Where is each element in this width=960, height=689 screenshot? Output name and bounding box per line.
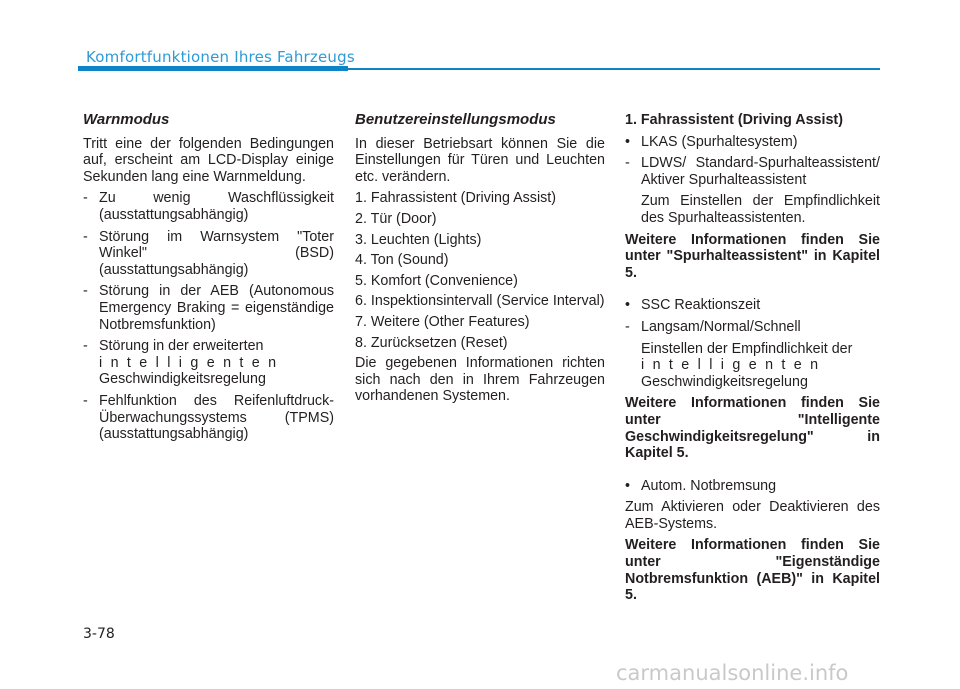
list-item (83, 283, 334, 333)
menu-list-item: 4. Ton (Sound) (355, 252, 449, 269)
column-user-settings (355, 112, 605, 410)
header-accent-bar (78, 66, 348, 71)
bullet-text: Autom. Notbremsung (641, 477, 777, 494)
user-settings-heading: Benutzereinstellungsmodus (355, 111, 556, 128)
list-item (83, 338, 334, 388)
spread-word: intelligenten (99, 354, 285, 371)
column-warning-mode (83, 112, 334, 448)
dash-marker: - (83, 228, 88, 245)
menu-list-item: 7. Weitere (Other Features) (355, 313, 530, 330)
bullet-item (625, 134, 880, 151)
column-driving-assist (625, 112, 880, 609)
dash-note (625, 341, 880, 391)
dash-text: Langsam/Normal/Schnell (641, 318, 801, 335)
list-item (83, 190, 334, 223)
dash-marker: - (625, 318, 630, 335)
warning-mode-intro: Tritt eine der folgenden Bedingungen auf, erscheint am LCD-Display einige Sekunden lang eine Warnmeldung. (83, 135, 334, 185)
menu-list-item: 1. Fahrassistent (Driving Assist) (355, 190, 557, 207)
dash-marker: - (83, 283, 88, 300)
dash-item (625, 155, 880, 188)
user-settings-outro: Die gegebenen Informationen richten sich nach den in Ihrem Fahrzeugen vorhandenen Systemen. (355, 355, 605, 405)
menu-list-item: 6. Inspektionsintervall (Service Interval) (355, 293, 605, 310)
aeb-description: Zum Aktivieren oder Deaktivieren des AEB-Systems. (625, 499, 880, 532)
list-item-text: Störung im Warnsystem "Toter Winkel" (BSD) (ausstattungsabhängig) (99, 228, 334, 278)
list-item (83, 229, 334, 279)
warning-mode-heading: Warnmodus (83, 111, 170, 128)
bullet-marker: • (625, 133, 631, 150)
dash-marker: - (625, 155, 630, 172)
dash-note: Zum Einstellen der Empfindlichkeit des Spurhalteassistenten. (641, 193, 880, 226)
menu-list-item: 2. Tür (Door) (355, 210, 437, 227)
info-reference: Weitere Informationen finden Sie unter "Spurhalteassistent" in Kapitel 5. (625, 231, 880, 281)
list-item-tail: Geschwindigkeitsregelung (99, 371, 266, 388)
list-item (83, 393, 334, 443)
dash-item (625, 319, 880, 336)
list-item-text: Zu wenig Waschflüssigkeit (ausstattungsabhängig) (99, 190, 334, 223)
section-title: Komfortfunktionen Ihres Fahrzeugs (86, 48, 355, 66)
bullet-item (625, 297, 880, 314)
driving-assist-heading: 1. Fahrassistent (Driving Assist) (625, 112, 843, 128)
bullet-marker: • (625, 477, 631, 494)
dash-marker: - (83, 392, 88, 409)
bullet-marker: • (625, 297, 631, 314)
list-item-text: Fehlfunktion des Reifenluftdruck-Überwachungssystems (TPMS) (ausstattungsabhängig) (99, 392, 334, 443)
info-reference: Weitere Informationen finden Sie unter "Eigenständige Notbremsfunktion (AEB)" in Kapitel 5. (625, 537, 880, 604)
list-item-text: Störung in der erweiterten (99, 338, 264, 355)
header-rule (348, 68, 880, 70)
dash-marker: - (83, 338, 88, 355)
page-number: 3-78 (83, 626, 115, 642)
dash-marker: - (83, 190, 88, 207)
menu-list-item: 3. Leuchten (Lights) (355, 231, 482, 248)
dash-note-tail: Geschwindigkeitsregelung (641, 373, 808, 390)
user-settings-intro: In dieser Betriebsart können Sie die Einstellungen für Türen und Leuchten etc. verändern. (355, 135, 605, 185)
watermark: carmanualsonline.info (616, 661, 849, 685)
menu-list-item: 5. Komfort (Convenience) (355, 272, 518, 289)
list-item-text: Störung in der AEB (Autonomous Emergency Braking = eigenständige Notbremsfunktion) (99, 283, 334, 333)
info-reference: Weitere Informationen finden Sie unter "Intelligente Geschwindigkeitsregelung" in Kapitel 5. (625, 395, 880, 462)
bullet-text: LKAS (Spurhaltesystem) (641, 133, 798, 150)
dash-note-text: Einstellen der Empfindlichkeit der (641, 340, 853, 357)
menu-list-item: 8. Zurücksetzen (Reset) (355, 334, 508, 351)
bullet-text: SSC Reaktionszeit (641, 297, 761, 314)
bullet-item (625, 478, 880, 495)
spread-word: intelligenten (641, 357, 827, 374)
dash-text: LDWS/ Standard-Spurhalteassistent/ Aktiver Spurhalteassistent (641, 155, 880, 188)
